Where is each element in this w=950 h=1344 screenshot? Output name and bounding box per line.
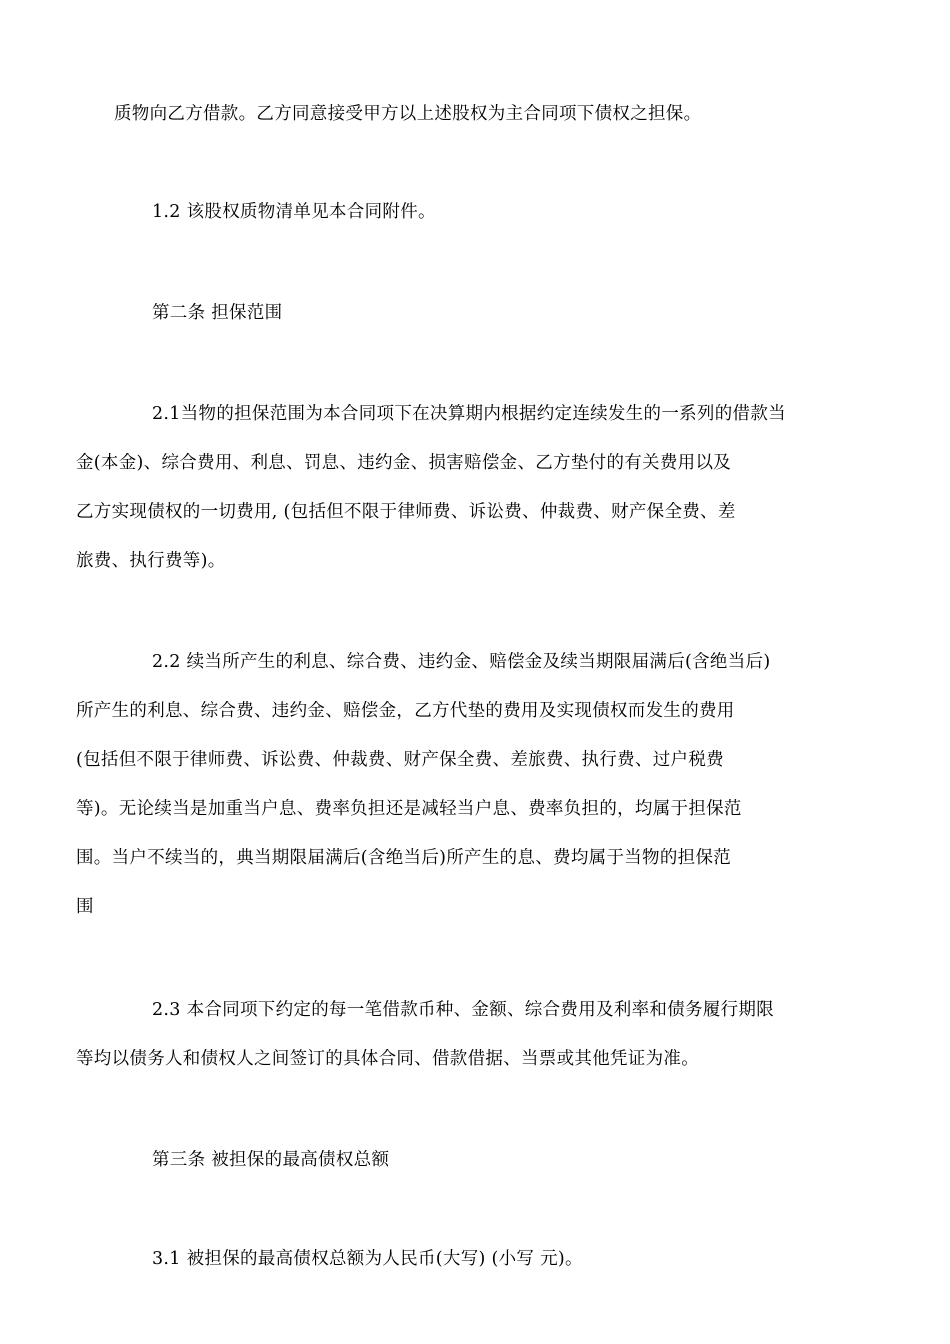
clause-2-1 (76, 390, 838, 586)
text-line: 2.1当物的担保范围为本合同项下在决算期内根据约定连续发生的一系列的借款当 (152, 404, 786, 424)
text-line: 所产生的利息、综合费、违约金、赔偿金，乙方代垫的费用及实现债权而发生的费用 (76, 701, 735, 721)
text-line: 2.2 续当所产生的利息、综合费、违约金、赔偿金及续当期限届满后(含绝当后) (152, 652, 771, 672)
text-line: 质物向乙方借款。乙方同意接受甲方以上述股权为主合同项下债权之担保。 (114, 104, 702, 124)
paragraph-continuation (114, 90, 838, 139)
text-line: 3.1 被担保的最高债权总额为人民币(大写) (小写 元)。 (152, 1249, 583, 1269)
article-2-heading (114, 289, 838, 338)
text-line: 等)。无论续当是加重当户息、费率负担还是减轻当户息、费率负担的，均属于担保范 (76, 799, 742, 819)
text-line: 乙方实现债权的一切费用, (包括但不限于律师费、诉讼费、仲裁费、财产保全费、差 (76, 502, 736, 522)
article-3-heading (114, 1136, 838, 1185)
clause-2-2 (76, 638, 838, 932)
text-line: (包括但不限于律师费、诉讼费、仲裁费、财产保全费、差旅费、执行费、过户税费 (76, 750, 724, 770)
text-line: 第二条 担保范围 (152, 303, 283, 323)
clause-3-1 (114, 1235, 838, 1284)
text-line: 围。当户不续当的，典当期限届满后(含绝当后)所产生的息、费均属于当物的担保范 (76, 848, 732, 868)
text-line: 旅费、执行费等)。 (76, 551, 226, 571)
clause-1-2 (114, 188, 838, 237)
text-line: 金(本金)、综合费用、利息、罚息、违约金、损害赔偿金、乙方垫付的有关费用以及 (76, 453, 732, 473)
text-line: 1.2 该股权质物清单见本合同附件。 (152, 202, 436, 222)
text-line: 2.3 本合同项下约定的每一笔借款币种、金额、综合费用及利率和债务履行期限 (152, 1000, 774, 1020)
text-line: 围 (76, 897, 94, 917)
clause-2-3 (76, 986, 838, 1084)
text-line: 第三条 被担保的最高债权总额 (152, 1150, 390, 1170)
text-line: 等均以债务人和债权人之间签订的具体合同、借款借据、当票或其他凭证为准。 (76, 1049, 699, 1069)
